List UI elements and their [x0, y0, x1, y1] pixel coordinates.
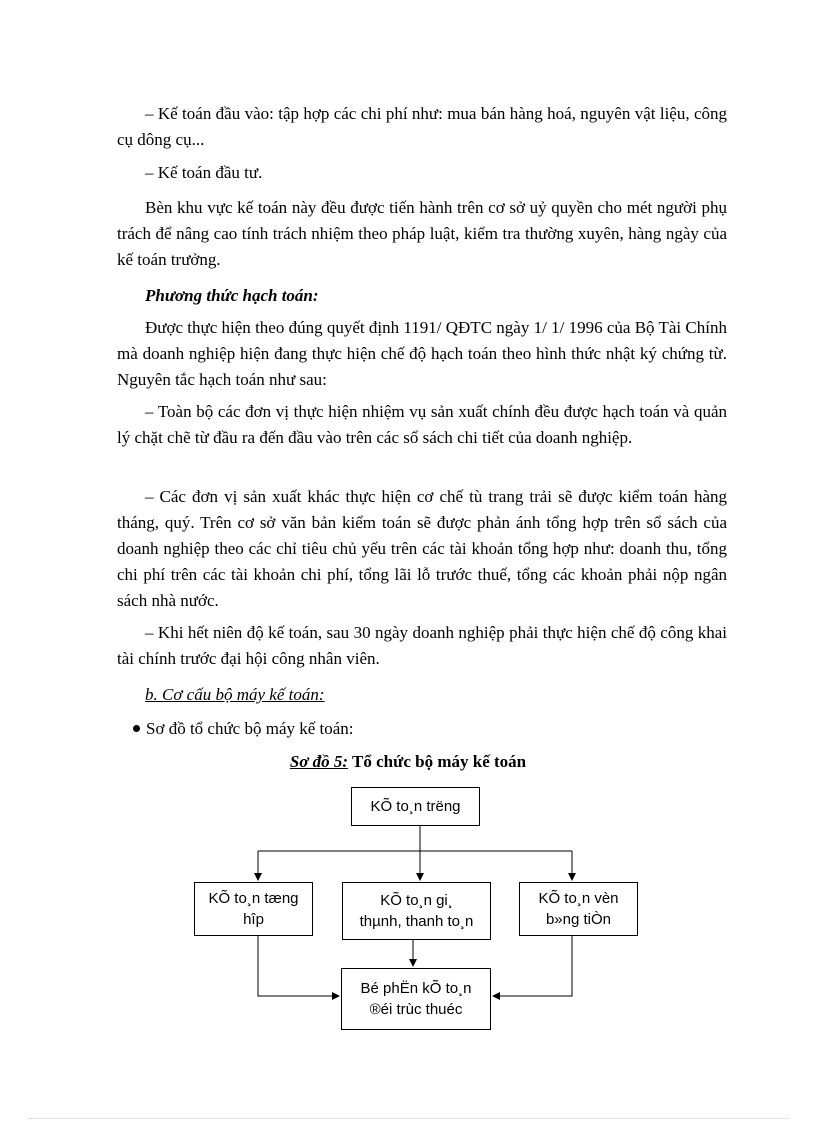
diagram-caption-title: Tổ chức bộ máy kế toán	[348, 752, 527, 771]
heading-accounting-method: Phương thức hạch toán:	[145, 286, 319, 305]
paragraph-investment-accounting: – Kế toán đầu tư.	[145, 163, 263, 182]
paragraph-year-end: – Khi hết niên độ kế toán, sau 30 ngày doanh nghiệp phải thực hiện chế độ công khai tài chính trước đại hội công nhân viên.	[117, 623, 727, 668]
box-cost-payment-accountant-line2: thµnh, thanh to¸n	[359, 913, 474, 930]
arrow-right-to-bottom	[493, 936, 572, 996]
paragraph-input-accounting: – Kế toán đầu vào: tập hợp các chi phí như: mua bán hàng hoá, nguyên vật liệu, công cụ dông cụ...	[117, 104, 727, 149]
paragraph-decision: Được thực hiện theo đúng quyết định 1191/ QĐTC ngày 1/ 1/ 1996 của Bộ Tài Chính mà doanh nghiệp hiện đang thực hiện chế độ hạch toán theo hình thức nhật ký chứng từ. Nguyên tắc hạch toán như sau:	[117, 318, 727, 389]
box-cost-payment-accountant-line1: KÕ to¸n gi¸	[380, 892, 453, 909]
box-cash-accountant-line1: KÕ to¸n vèn	[538, 890, 619, 907]
box-general-accountant	[194, 882, 313, 936]
bullet-text: Sơ đồ tổ chức bộ máy kế toán:	[146, 719, 354, 738]
arrow-left-to-bottom	[258, 936, 339, 996]
page-bottom-rule	[28, 1118, 788, 1119]
heading-accounting-structure: b. Cơ cấu bộ máy kế toán:	[145, 685, 325, 704]
box-affiliated-accounting-line1: Bé phËn kÕ to¸n	[360, 980, 472, 997]
box-general-accountant-line1: KÕ to¸n tæng	[208, 890, 299, 907]
box-chief-accountant	[351, 787, 480, 826]
box-cost-payment-accountant	[342, 882, 491, 940]
box-cash-accountant-line2: b»ng tiÒn	[545, 911, 612, 928]
paragraph-main-units: – Toàn bộ các đơn vị thực hiện nhiệm vụ sản xuất chính đều được hạch toán và quản lý chặt chẽ từ đầu ra đến đầu vào trên các sổ sách chi tiết của doanh nghiệp.	[117, 402, 727, 447]
box-affiliated-accounting	[341, 968, 491, 1030]
box-affiliated-accounting-line2: ®éi trùc thuéc	[369, 1001, 463, 1018]
diagram-caption-lead: Sơ đồ 5:	[289, 752, 349, 771]
paragraph-delegation: Bèn khu vực kế toán này đều được tiến hành trên cơ sở uỷ quyền cho mét người phụ trách để nâng cao tính trách nhiệm theo pháp luật, kiểm tra thường xuyên, hàng ngày của kế toán trưởng.	[117, 198, 727, 269]
box-general-accountant-line2: hîp	[243, 911, 264, 928]
box-chief-accountant-label: KÕ to¸n trëng	[370, 798, 461, 815]
box-cash-accountant	[519, 882, 638, 936]
paragraph-other-units: – Các đơn vị sản xuất khác thực hiện cơ chế tù trang trải sẽ được kiểm toán hàng tháng, quý. Trên cơ sở văn bản kiểm toán sẽ được phản ánh tổng hợp trên sổ sách của doanh nghiệp theo các chỉ tiêu chủ yếu trên các tài khoản tổng hợp như: doanh thu, tổng chi phí trên các tài khoản chi phí, tổng lãi lỗ trước thuế, tổng các khoản phải nộp ngân sách nhà nước.	[117, 487, 727, 610]
